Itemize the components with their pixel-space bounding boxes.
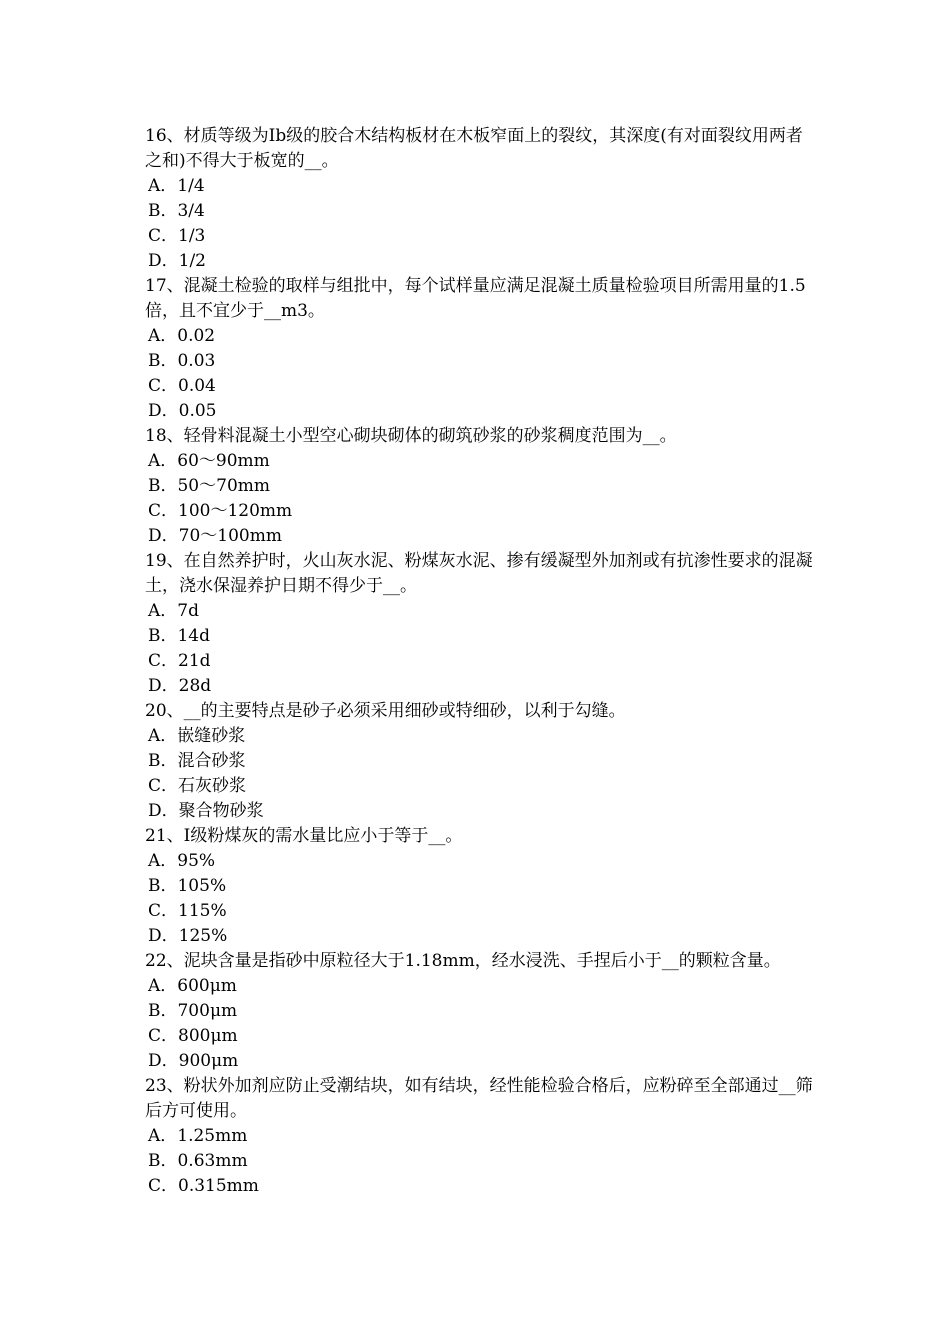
option-b: B．50～70mm <box>148 476 270 496</box>
question-23 <box>145 1074 813 1199</box>
option-d: D．70～100mm <box>148 526 282 546</box>
option-d: D．聚合物砂浆 <box>148 801 264 821</box>
option-b: B．14d <box>148 626 211 646</box>
option-a: A．60～90mm <box>148 451 270 471</box>
option-c: C．1/3 <box>148 226 206 246</box>
question-18 <box>145 424 813 549</box>
option-c: C．石灰砂浆 <box>148 776 247 796</box>
option-d: D．28d <box>148 676 212 696</box>
option-b: B．混合砂浆 <box>148 751 246 771</box>
option-a: A．95% <box>148 851 216 871</box>
question-text: 19、在自然养护时，火山灰水泥、粉煤灰水泥、掺有缓凝型外加剂或有抗渗性要求的混凝土，浇水保湿养护日期不得少于__。 <box>145 551 813 596</box>
option-c: C．100～120mm <box>148 501 293 521</box>
question-text: 17、混凝土检验的取样与组批中，每个试样量应满足混凝土质量检验项目所需用量的1.5倍，且不宜少于__m3。 <box>145 276 806 321</box>
option-a: A．600μm <box>148 976 237 996</box>
option-d: D．125% <box>148 926 228 946</box>
option-a: A．7d <box>148 601 199 621</box>
option-b: B．0.03 <box>148 351 216 371</box>
question-22 <box>145 949 813 1074</box>
option-c: C．0.315mm <box>148 1176 259 1196</box>
option-c: C．800μm <box>148 1026 238 1046</box>
option-b: B．105% <box>148 876 227 896</box>
option-d: D．0.05 <box>148 401 217 421</box>
question-text: 18、轻骨料混凝土小型空心砌块砌体的砌筑砂浆的砂浆稠度范围为__。 <box>145 426 677 446</box>
question-21 <box>145 824 813 949</box>
option-b: B．700μm <box>148 1001 238 1021</box>
option-a: A．嵌缝砂浆 <box>148 726 246 746</box>
option-d: D．900μm <box>148 1051 239 1071</box>
question-20 <box>145 699 813 824</box>
option-d: D．1/2 <box>148 251 206 271</box>
question-text: 16、材质等级为Ⅰb级的胶合木结构板材在木板窄面上的裂纹，其深度(有对面裂纹用两者之和)不得大于板宽的__。 <box>145 126 803 171</box>
option-a: A．0.02 <box>148 326 216 346</box>
question-19 <box>145 549 813 699</box>
option-c: C．21d <box>148 651 211 671</box>
question-17 <box>145 274 813 424</box>
option-a: A．1.25mm <box>148 1126 248 1146</box>
option-c: C．115% <box>148 901 227 921</box>
question-text: 22、泥块含量是指砂中原粒径大于1.18mm，经水浸洗、手捏后小于__的颗粒含量。 <box>145 951 781 971</box>
option-b: B．0.63mm <box>148 1151 248 1171</box>
question-text: 23、粉状外加剂应防止受潮结块，如有结块，经性能检验合格后，应粉碎至全部通过__筛后方可使用。 <box>145 1076 813 1121</box>
option-a: A．1/4 <box>148 176 205 196</box>
option-c: C．0.04 <box>148 376 216 396</box>
question-text: 20、__的主要特点是砂子必须采用细砂或特细砂，以利于勾缝。 <box>145 701 626 721</box>
option-b: B．3/4 <box>148 201 205 221</box>
document-page <box>145 124 813 1199</box>
question-text: 21、Ⅰ级粉煤灰的需水量比应小于等于__。 <box>145 826 463 846</box>
question-16 <box>145 124 813 274</box>
